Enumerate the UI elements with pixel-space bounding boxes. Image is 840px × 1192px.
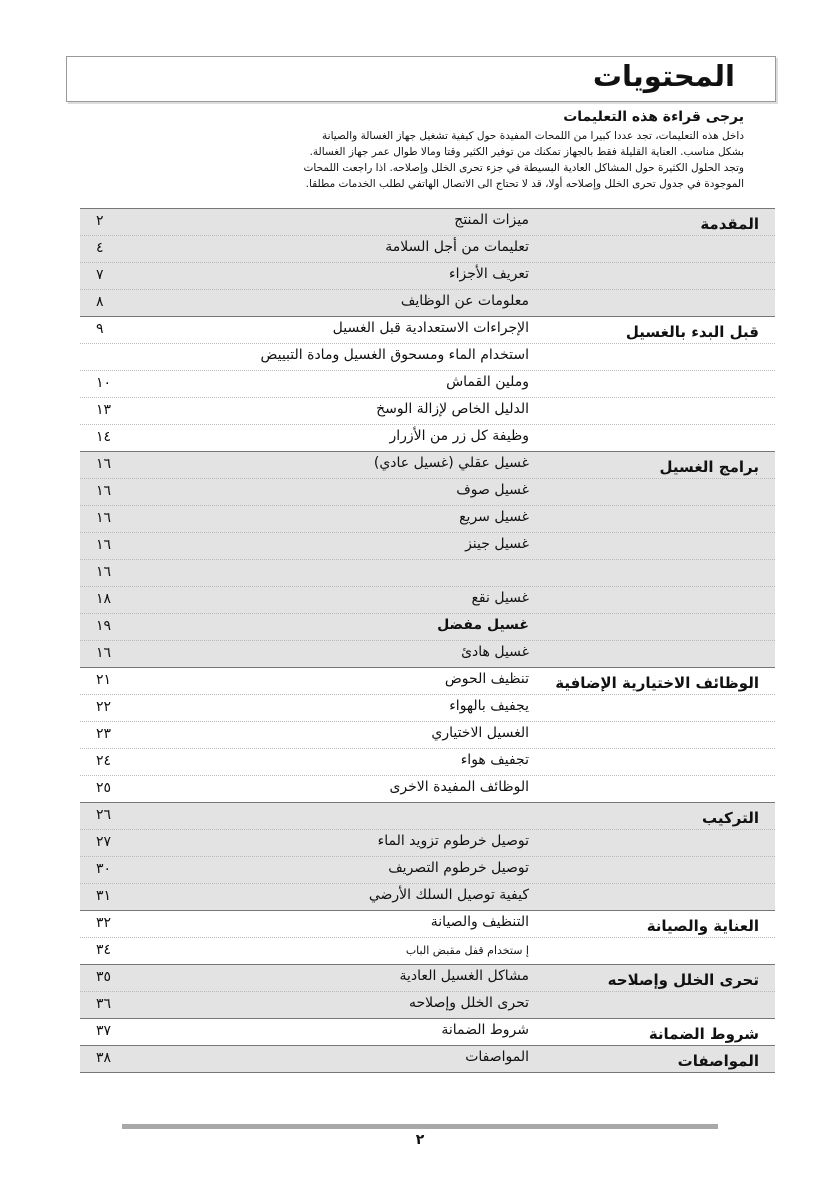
entry-page-number: ٣٤ xyxy=(96,942,112,958)
entry-label: غسيل سريع xyxy=(459,509,529,525)
entry-page-number: ٢٧ xyxy=(96,834,112,850)
title-box xyxy=(66,56,776,102)
entry-page-number: ١٤ xyxy=(96,429,112,445)
toc-entry[interactable] xyxy=(80,722,775,749)
section-title: برامج الغسيل xyxy=(659,458,759,476)
section-title: المواصفات xyxy=(677,1052,759,1070)
footer-rule xyxy=(122,1124,718,1129)
toc-entry[interactable] xyxy=(80,641,775,667)
toc-entry[interactable] xyxy=(80,290,775,316)
page-title: المحتويات xyxy=(592,59,735,93)
entry-label: تجفيف هواء xyxy=(460,752,529,768)
entry-label: كيفية توصيل السلك الأرضي xyxy=(368,887,529,903)
entry-label: إ ستخدام قفل مقبض الباب xyxy=(405,944,529,957)
entry-page-number: ٣٦ xyxy=(96,996,112,1012)
entry-page-number: ١٩ xyxy=(96,618,112,634)
entry-label: غسيل صوف xyxy=(456,482,529,498)
entry-page-number: ١٦ xyxy=(96,564,112,580)
intro-line: بشكل مناسب. العناية القليلة فقط بالجهاز تمكنك من توفير الكثير وقتا ومالا طوال عمر جهاز الغسالة. xyxy=(309,146,744,158)
section-title: الوظائف الاختيارية الإضافية xyxy=(555,674,759,692)
toc-section xyxy=(80,802,775,910)
toc-entry[interactable] xyxy=(80,560,775,587)
entry-page-number: ١٦ xyxy=(96,645,112,661)
entry-page-number: ٢٢ xyxy=(96,699,112,715)
entry-label: وملين القماش xyxy=(446,374,529,390)
toc-entry[interactable] xyxy=(80,803,775,830)
entry-page-number: ١٦ xyxy=(96,483,112,499)
entry-label: توصيل خرطوم التصريف xyxy=(388,860,529,876)
toc-section xyxy=(80,1045,775,1073)
entry-label: شروط الضمانة xyxy=(441,1022,529,1038)
toc-entry[interactable] xyxy=(80,695,775,722)
entry-label: غسيل عقلي (غسيل عادي) xyxy=(373,455,529,471)
intro-heading: يرجى قراءة هذه التعليمات xyxy=(563,109,744,125)
entry-label: وظيفة كل زر من الأزرار xyxy=(389,428,529,444)
section-title: قبل البدء بالغسيل xyxy=(625,323,759,341)
entry-page-number: ١٦ xyxy=(96,510,112,526)
entry-page-number: ١٨ xyxy=(96,591,112,607)
entry-label: مشاكل الغسيل العادية xyxy=(399,968,529,984)
entry-page-number: ٣١ xyxy=(96,888,112,904)
entry-page-number: ١٦ xyxy=(96,537,112,553)
toc-entry[interactable] xyxy=(80,398,775,425)
toc-entry[interactable] xyxy=(80,344,775,371)
entry-label: التنظيف والصيانة xyxy=(430,914,529,930)
entry-label: تنظيف الحوض xyxy=(444,671,529,687)
entry-label: الدليل الخاص لإزالة الوسخ xyxy=(376,401,529,417)
toc-entry[interactable] xyxy=(80,317,775,344)
entry-page-number: ٣٧ xyxy=(96,1023,112,1039)
toc-entry[interactable] xyxy=(80,263,775,290)
toc-entry[interactable] xyxy=(80,911,775,938)
entry-label: تحرى الخلل وإصلاحه xyxy=(409,995,529,1011)
entry-label: غسيل جينز xyxy=(465,536,529,552)
entry-label: الوظائف المفيدة الاخرى xyxy=(389,779,529,795)
section-title: العناية والصيانة xyxy=(646,917,759,935)
entry-page-number: ٣٠ xyxy=(96,861,112,877)
entry-page-number: ٤ xyxy=(96,240,104,256)
toc-entry[interactable] xyxy=(80,371,775,398)
toc-section xyxy=(80,451,775,667)
toc-entry[interactable] xyxy=(80,236,775,263)
intro-line: الموجودة في جدول تحرى الخلل وإصلاحه أولا، قد لا تحتاج الى الاتصال الهاتفي لطلب الخدمات مطلقا. xyxy=(305,178,744,190)
entry-label: المواصفات xyxy=(465,1049,529,1065)
toc-section xyxy=(80,964,775,1018)
entry-page-number: ٨ xyxy=(96,294,104,310)
toc-entry[interactable] xyxy=(80,884,775,910)
toc-entry[interactable] xyxy=(80,668,775,695)
page-number: ٢ xyxy=(415,1132,425,1148)
entry-label: الإجراءات الاستعدادية قبل الغسيل xyxy=(332,320,529,336)
entry-label: معلومات عن الوظايف xyxy=(400,293,529,309)
intro-line: داخل هذه التعليمات، تجد عددا كبيرا من اللمحات المفيدة حول كيفية تشغيل جهاز الغسالة والصيانة xyxy=(322,130,744,142)
intro-line: وتجد الحلول الكثيرة حول المشاكل العادية البسيطة في جزء تحرى الخلل وإصلاحه. اذا راجعت اللمحات xyxy=(303,162,744,174)
toc-section xyxy=(80,208,775,316)
entry-label: الغسيل الاختياري xyxy=(431,725,529,741)
toc-entry[interactable] xyxy=(80,506,775,533)
entry-page-number: ١٣ xyxy=(96,402,112,418)
entry-label: تعليمات من أجل السلامة xyxy=(385,239,529,255)
toc-section xyxy=(80,910,775,964)
toc-entry[interactable] xyxy=(80,209,775,236)
toc-entry[interactable] xyxy=(80,452,775,479)
entry-page-number: ٩ xyxy=(96,321,104,337)
section-title: شروط الضمانة xyxy=(648,1025,759,1043)
entry-label: استخدام الماء ومسحوق الغسيل ومادة التبييض xyxy=(260,347,529,363)
toc-entry[interactable] xyxy=(80,830,775,857)
entry-label: غسيل مفضل xyxy=(437,617,529,633)
toc-section xyxy=(80,1018,775,1045)
toc-entry[interactable] xyxy=(80,1019,775,1045)
entry-page-number: ٢١ xyxy=(96,672,112,688)
toc-entry[interactable] xyxy=(80,938,775,964)
entry-page-number: ٧ xyxy=(96,267,104,283)
toc-section xyxy=(80,667,775,802)
toc-entry[interactable] xyxy=(80,776,775,802)
entry-label: غسيل هادئ xyxy=(461,644,529,660)
entry-page-number: ٣٨ xyxy=(96,1050,112,1066)
entry-label: يجفيف بالهواء xyxy=(449,698,529,714)
table-of-contents xyxy=(80,208,775,1073)
entry-label: غسيل نقع xyxy=(471,590,529,606)
toc-entry[interactable] xyxy=(80,587,775,614)
entry-page-number: ٢٥ xyxy=(96,780,112,796)
toc-entry[interactable] xyxy=(80,857,775,884)
toc-entry[interactable] xyxy=(80,479,775,506)
toc-entry[interactable] xyxy=(80,1046,775,1072)
section-title: المقدمة xyxy=(700,215,759,233)
toc-entry[interactable] xyxy=(80,533,775,560)
toc-entry[interactable] xyxy=(80,425,775,451)
toc-entry[interactable] xyxy=(80,992,775,1018)
entry-page-number: ٢٣ xyxy=(96,726,112,742)
entry-page-number: ٣٢ xyxy=(96,915,112,931)
toc-entry[interactable] xyxy=(80,965,775,992)
toc-entry[interactable] xyxy=(80,749,775,776)
entry-page-number: ٣٥ xyxy=(96,969,112,985)
entry-page-number: ٢٦ xyxy=(96,807,112,823)
toc-entry[interactable] xyxy=(80,614,775,641)
entry-page-number: ١٦ xyxy=(96,456,112,472)
section-title: تحرى الخلل وإصلاحه xyxy=(607,971,759,989)
entry-page-number: ٢٤ xyxy=(96,753,112,769)
entry-label: ميزات المنتج xyxy=(454,212,529,228)
entry-page-number: ١٠ xyxy=(96,375,112,391)
entry-label: تعريف الأجزاء xyxy=(449,266,529,282)
entry-page-number: ٢ xyxy=(96,213,104,229)
intro xyxy=(84,106,744,192)
section-title: التركيب xyxy=(702,809,759,827)
toc-section xyxy=(80,316,775,451)
entry-label: توصيل خرطوم تزويد الماء xyxy=(377,833,529,849)
